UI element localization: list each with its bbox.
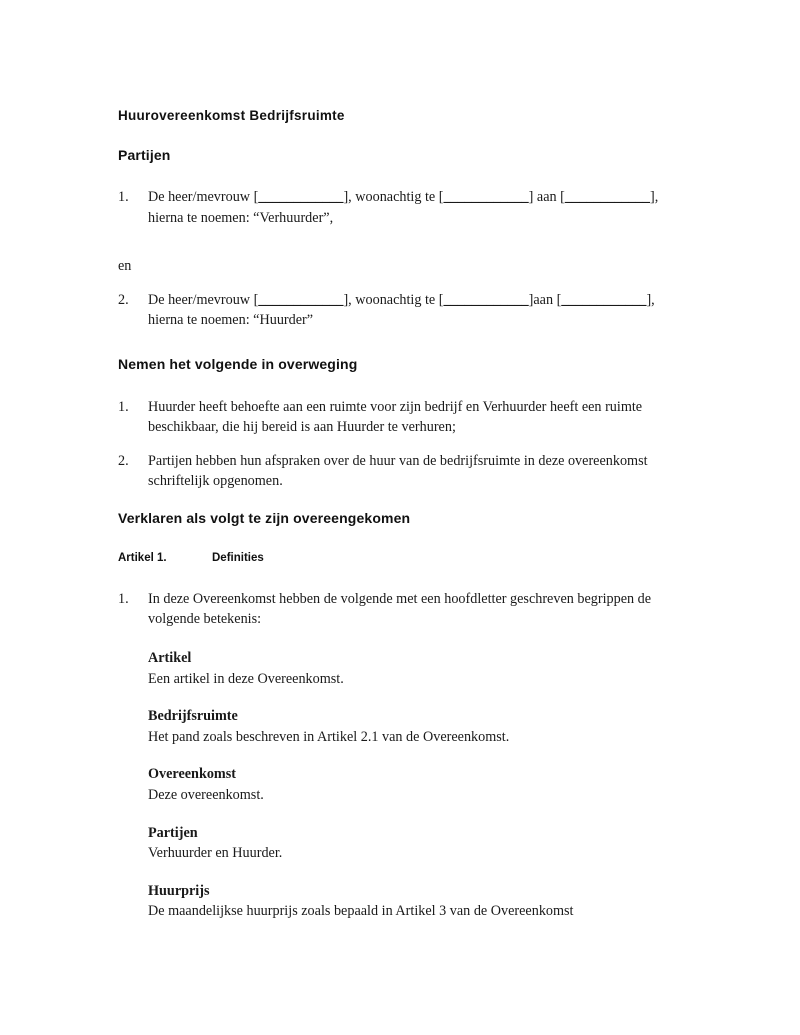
document-title: Huurovereenkomst Bedrijfsruimte: [118, 108, 345, 123]
section-heading-partijen: Partijen: [118, 146, 171, 163]
list-marker: 1.: [118, 398, 129, 415]
list-item-body: [148, 187, 663, 227]
section-heading-verklaren: Verklaren als volgt te zijn overeengekomen: [118, 510, 411, 527]
party-text-segment: De heer/mevrouw [: [148, 291, 259, 308]
party-text-segment: De heer/mevrouw [: [148, 189, 259, 206]
article-label: Definities: [212, 551, 264, 564]
definition-term: Partijen: [148, 824, 198, 841]
list-marker: 2.: [118, 452, 129, 469]
party-text-segment: ]aan [: [528, 291, 562, 308]
definition-term: Overeenkomst: [148, 766, 236, 783]
list-item: [118, 589, 663, 629]
definition-entry: [148, 881, 663, 922]
definition-text: Deze overeenkomst.: [148, 787, 264, 803]
list-item: [118, 290, 663, 330]
document-content: [118, 108, 663, 922]
spacer: [118, 330, 663, 356]
definition-entry: [148, 706, 663, 747]
definition-entry: [148, 648, 663, 689]
list-item-body: [148, 290, 663, 330]
spacer: [118, 164, 663, 187]
partijen-list: [118, 187, 663, 330]
definition-entry: [148, 764, 663, 805]
definition-term: Bedrijfsruimte: [148, 708, 238, 725]
spacer: [118, 566, 663, 589]
list-item: [118, 397, 663, 437]
definition-entry: [148, 823, 663, 864]
article-heading: [118, 551, 663, 566]
spacer: [118, 276, 663, 290]
spacer: [118, 242, 663, 256]
list-marker: 1.: [118, 590, 129, 607]
list-marker: 1.: [118, 189, 129, 206]
list-item-text: In deze Overeenkomst hebben de volgende met een hoofdletter geschreven begrippen de volgende betekenis:: [148, 590, 652, 627]
party-text-segment: ], hierna te noemen: “Huurder”: [148, 291, 655, 328]
fill-blank-address[interactable]: ____________: [564, 189, 650, 206]
fill-blank-name[interactable]: ____________: [258, 189, 344, 206]
article-number: Artikel 1.: [118, 551, 167, 564]
list-item-text: Huurder heeft behoefte aan een ruimte voor zijn bedrijf en Verhuurder heeft een ruimte beschikbaar, die hij bereid is aan Huurder te verhuren;: [148, 398, 643, 435]
fill-blank-name[interactable]: ____________: [258, 291, 344, 308]
section-heading-overweging: Nemen het volgende in overweging: [118, 356, 358, 373]
fill-blank-city[interactable]: ____________: [443, 291, 529, 308]
spacer: [118, 528, 663, 551]
fill-blank-address[interactable]: ____________: [561, 291, 647, 308]
spacer: [118, 629, 663, 648]
party-text-segment: ], hierna te noemen: “Verhuurder”,: [148, 189, 659, 226]
party-text-segment: ], woonachtig te [: [343, 189, 444, 206]
spacer: [118, 491, 663, 510]
definitions-list: [148, 648, 663, 922]
spacer: [118, 374, 663, 397]
definition-term: Artikel: [148, 650, 192, 667]
definition-text: Het pand zoals beschreven in Artikel 2.1 van de Overeenkomst.: [148, 728, 510, 745]
list-connector-en: en: [118, 257, 132, 274]
party-text-segment: ], woonachtig te [: [343, 291, 444, 308]
list-marker: 2.: [118, 291, 129, 308]
definition-text: Een artikel in deze Overeenkomst.: [148, 670, 344, 687]
fill-blank-city[interactable]: ____________: [443, 189, 529, 206]
list-item: [118, 451, 663, 491]
overweging-list: [118, 397, 663, 492]
list-item: [118, 187, 663, 227]
list-item-text: Partijen hebben hun afspraken over de huur van de bedrijfsruimte in deze overeenkomst schriftelijk opgenomen.: [148, 452, 648, 490]
definition-text: Verhuurder en Huurder.: [148, 845, 283, 862]
definities-intro-list: [118, 589, 663, 629]
party-text-segment: ] aan [: [528, 189, 565, 206]
definition-text: De maandelijkse huurprijs zoals bepaald in Artikel 3 van de Overeenkomst: [148, 903, 574, 920]
definition-term: Huurprijs: [148, 882, 210, 899]
